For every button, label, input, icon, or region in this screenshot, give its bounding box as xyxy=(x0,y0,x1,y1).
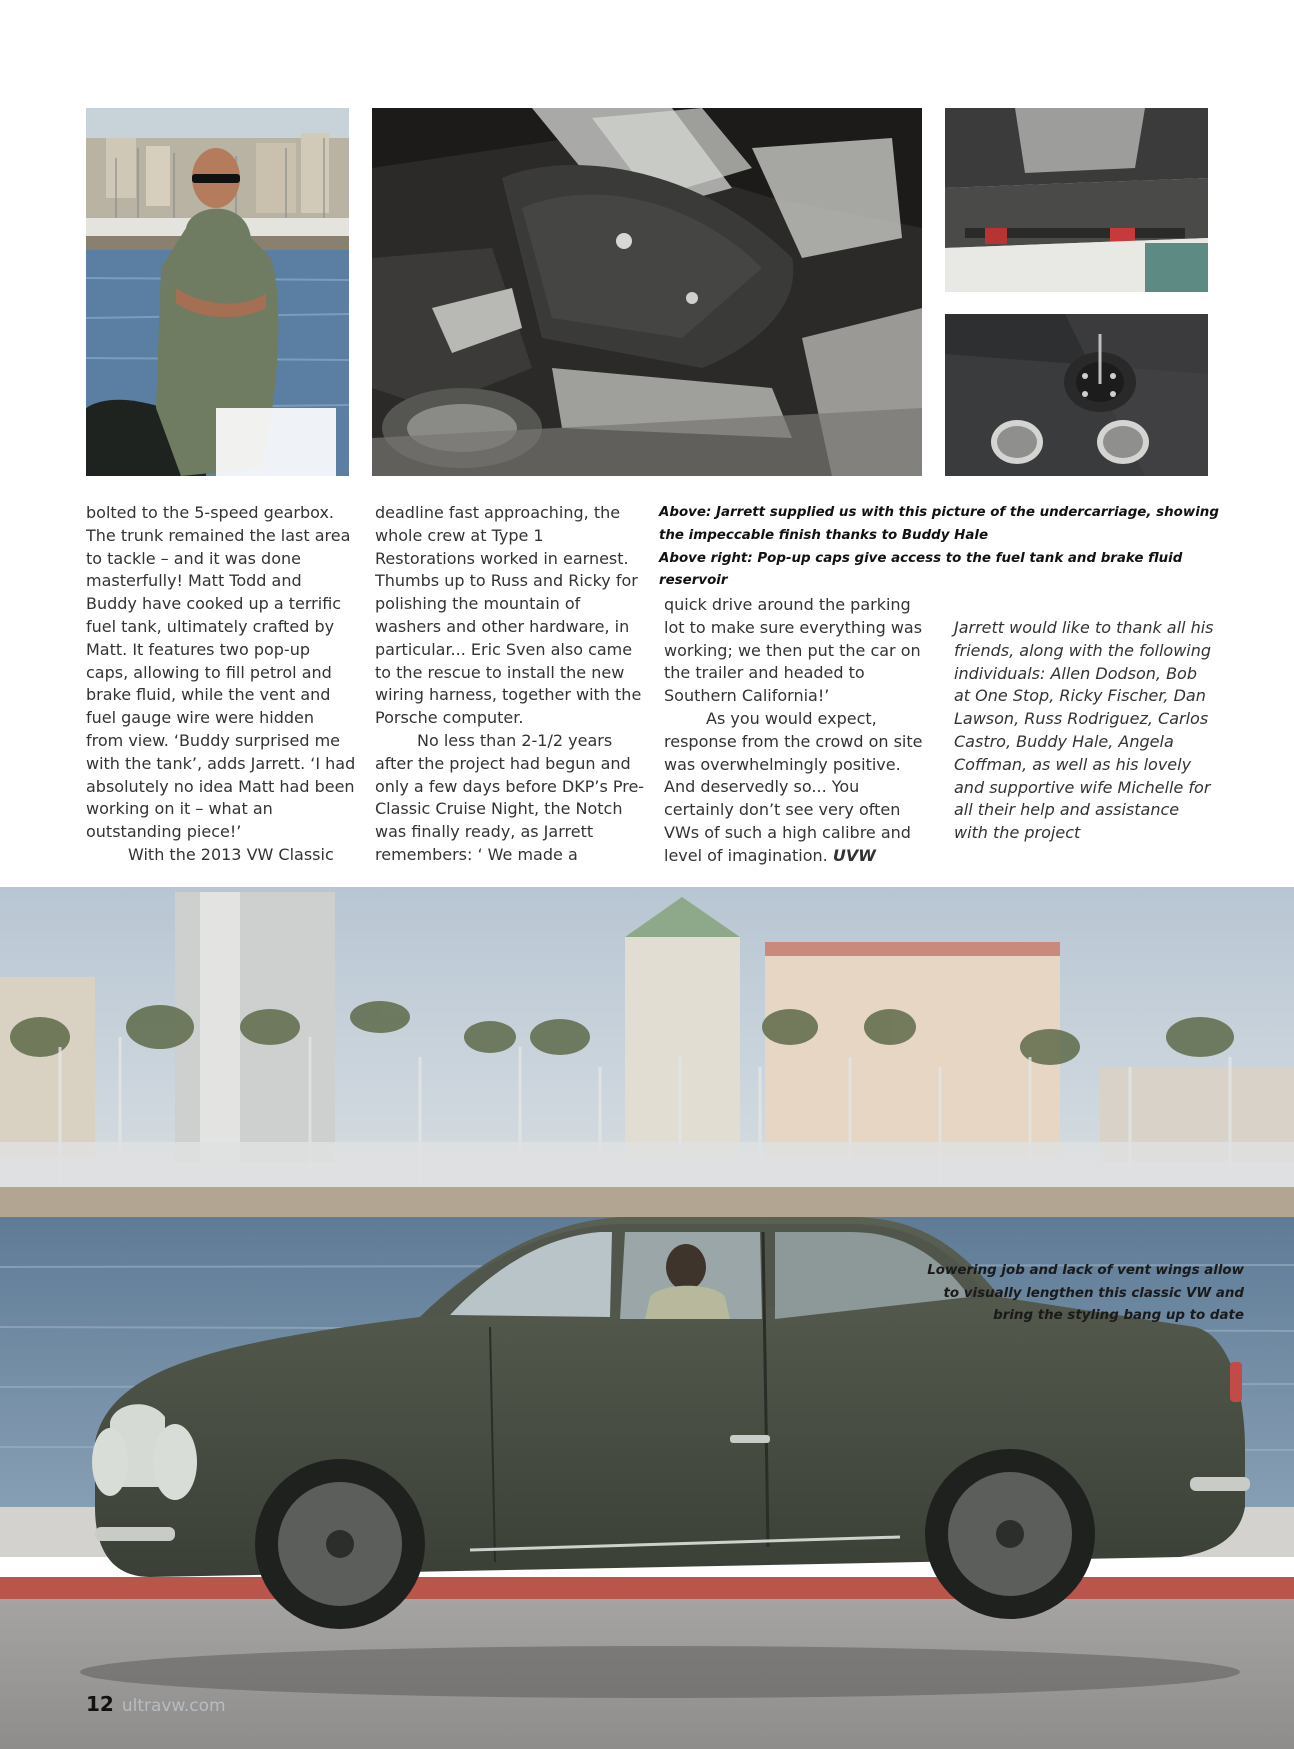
caption-main-photo: Lowering job and lack of vent wings allow to visually lengthen this classic VW and bring the styling bang up to date xyxy=(927,1263,1244,1323)
caption-above: Above: Jarrett supplied us with this picture of the undercarriage, showing the impeccable finish thanks to Buddy Hale xyxy=(659,505,1219,543)
undercarriage-captions xyxy=(659,502,1219,593)
column3-paragraph-2 xyxy=(664,708,934,868)
column2-paragraph-1: deadline fast approaching, the whole crew at Type 1 Restorations worked in earnest. Thumbs up to Russ and Ricky for polishing the mountain of washers and other hardware, in particular... Eric Sven also came to the rescue to install the new wiring harness, together with the Porsche computer. xyxy=(375,503,642,728)
column3-paragraph-1: quick drive around the parking lot to make sure everything was working; we then put the car on the trailer and headed to Southern California!’ xyxy=(664,595,923,706)
text-column-1 xyxy=(86,502,356,867)
column2-paragraph-2: No less than 2-1/2 years after the project had begun and only a few days before DKP’s Pre-Classic Cruise Night, the Notch was finally ready, as Jarrett remembers: ‘ We made a xyxy=(375,730,645,864)
photo-undercarriage xyxy=(372,108,922,476)
text-column-2 xyxy=(375,502,645,867)
acknowledgements: Jarrett would like to thank all his friends, along with the following individuals: Allen Dodson, Bob at One Stop, Ricky Fischer, Dan Lawson, Russ Rodriguez, Carlos Castro, Buddy Hale, Angela Coffman, as well as his lovely and supportive wife Michelle for all their help and assistance with the project xyxy=(954,618,1214,843)
uvw-signature: UVW xyxy=(832,845,876,865)
column1-paragraph-2: With the 2013 VW Classic xyxy=(128,844,334,864)
page-number: 12 xyxy=(86,1692,114,1716)
photo-underbody-lift xyxy=(945,108,1208,292)
caption-above-right: Above right: Pop-up caps give access to the fuel tank and brake fluid reservoir xyxy=(659,550,1183,589)
column1-paragraph-1: bolted to the 5-speed gearbox. The trunk remained the last area to tackle – and it was done masterfully! Matt Todd and Buddy have cooked up a terrific fuel tank, ultimately crafted by Matt. It features two pop-up caps, allowing to fill petrol and brake fluid, while the vent and fuel gauge wire were hidden from view. ‘Buddy surprised me with the tank’, adds Jarrett. ‘I had absolutely no idea Matt had been working on it – what an outstanding piece!’ xyxy=(86,503,356,842)
page-footer xyxy=(86,1692,226,1716)
photo-fuel-caps xyxy=(945,314,1208,476)
text-column-4 xyxy=(954,617,1216,845)
column3-paragraph-2-text: As you would expect, response from the crowd on site was overwhelmingly positive. And deservedly so... You certainly don’t see very often VWs of such a high calibre and level of imagination. xyxy=(664,708,923,865)
text-column-3 xyxy=(664,594,934,868)
photo-jarrett-portrait xyxy=(86,108,349,476)
website-url[interactable]: ultravw.com xyxy=(121,1696,226,1716)
